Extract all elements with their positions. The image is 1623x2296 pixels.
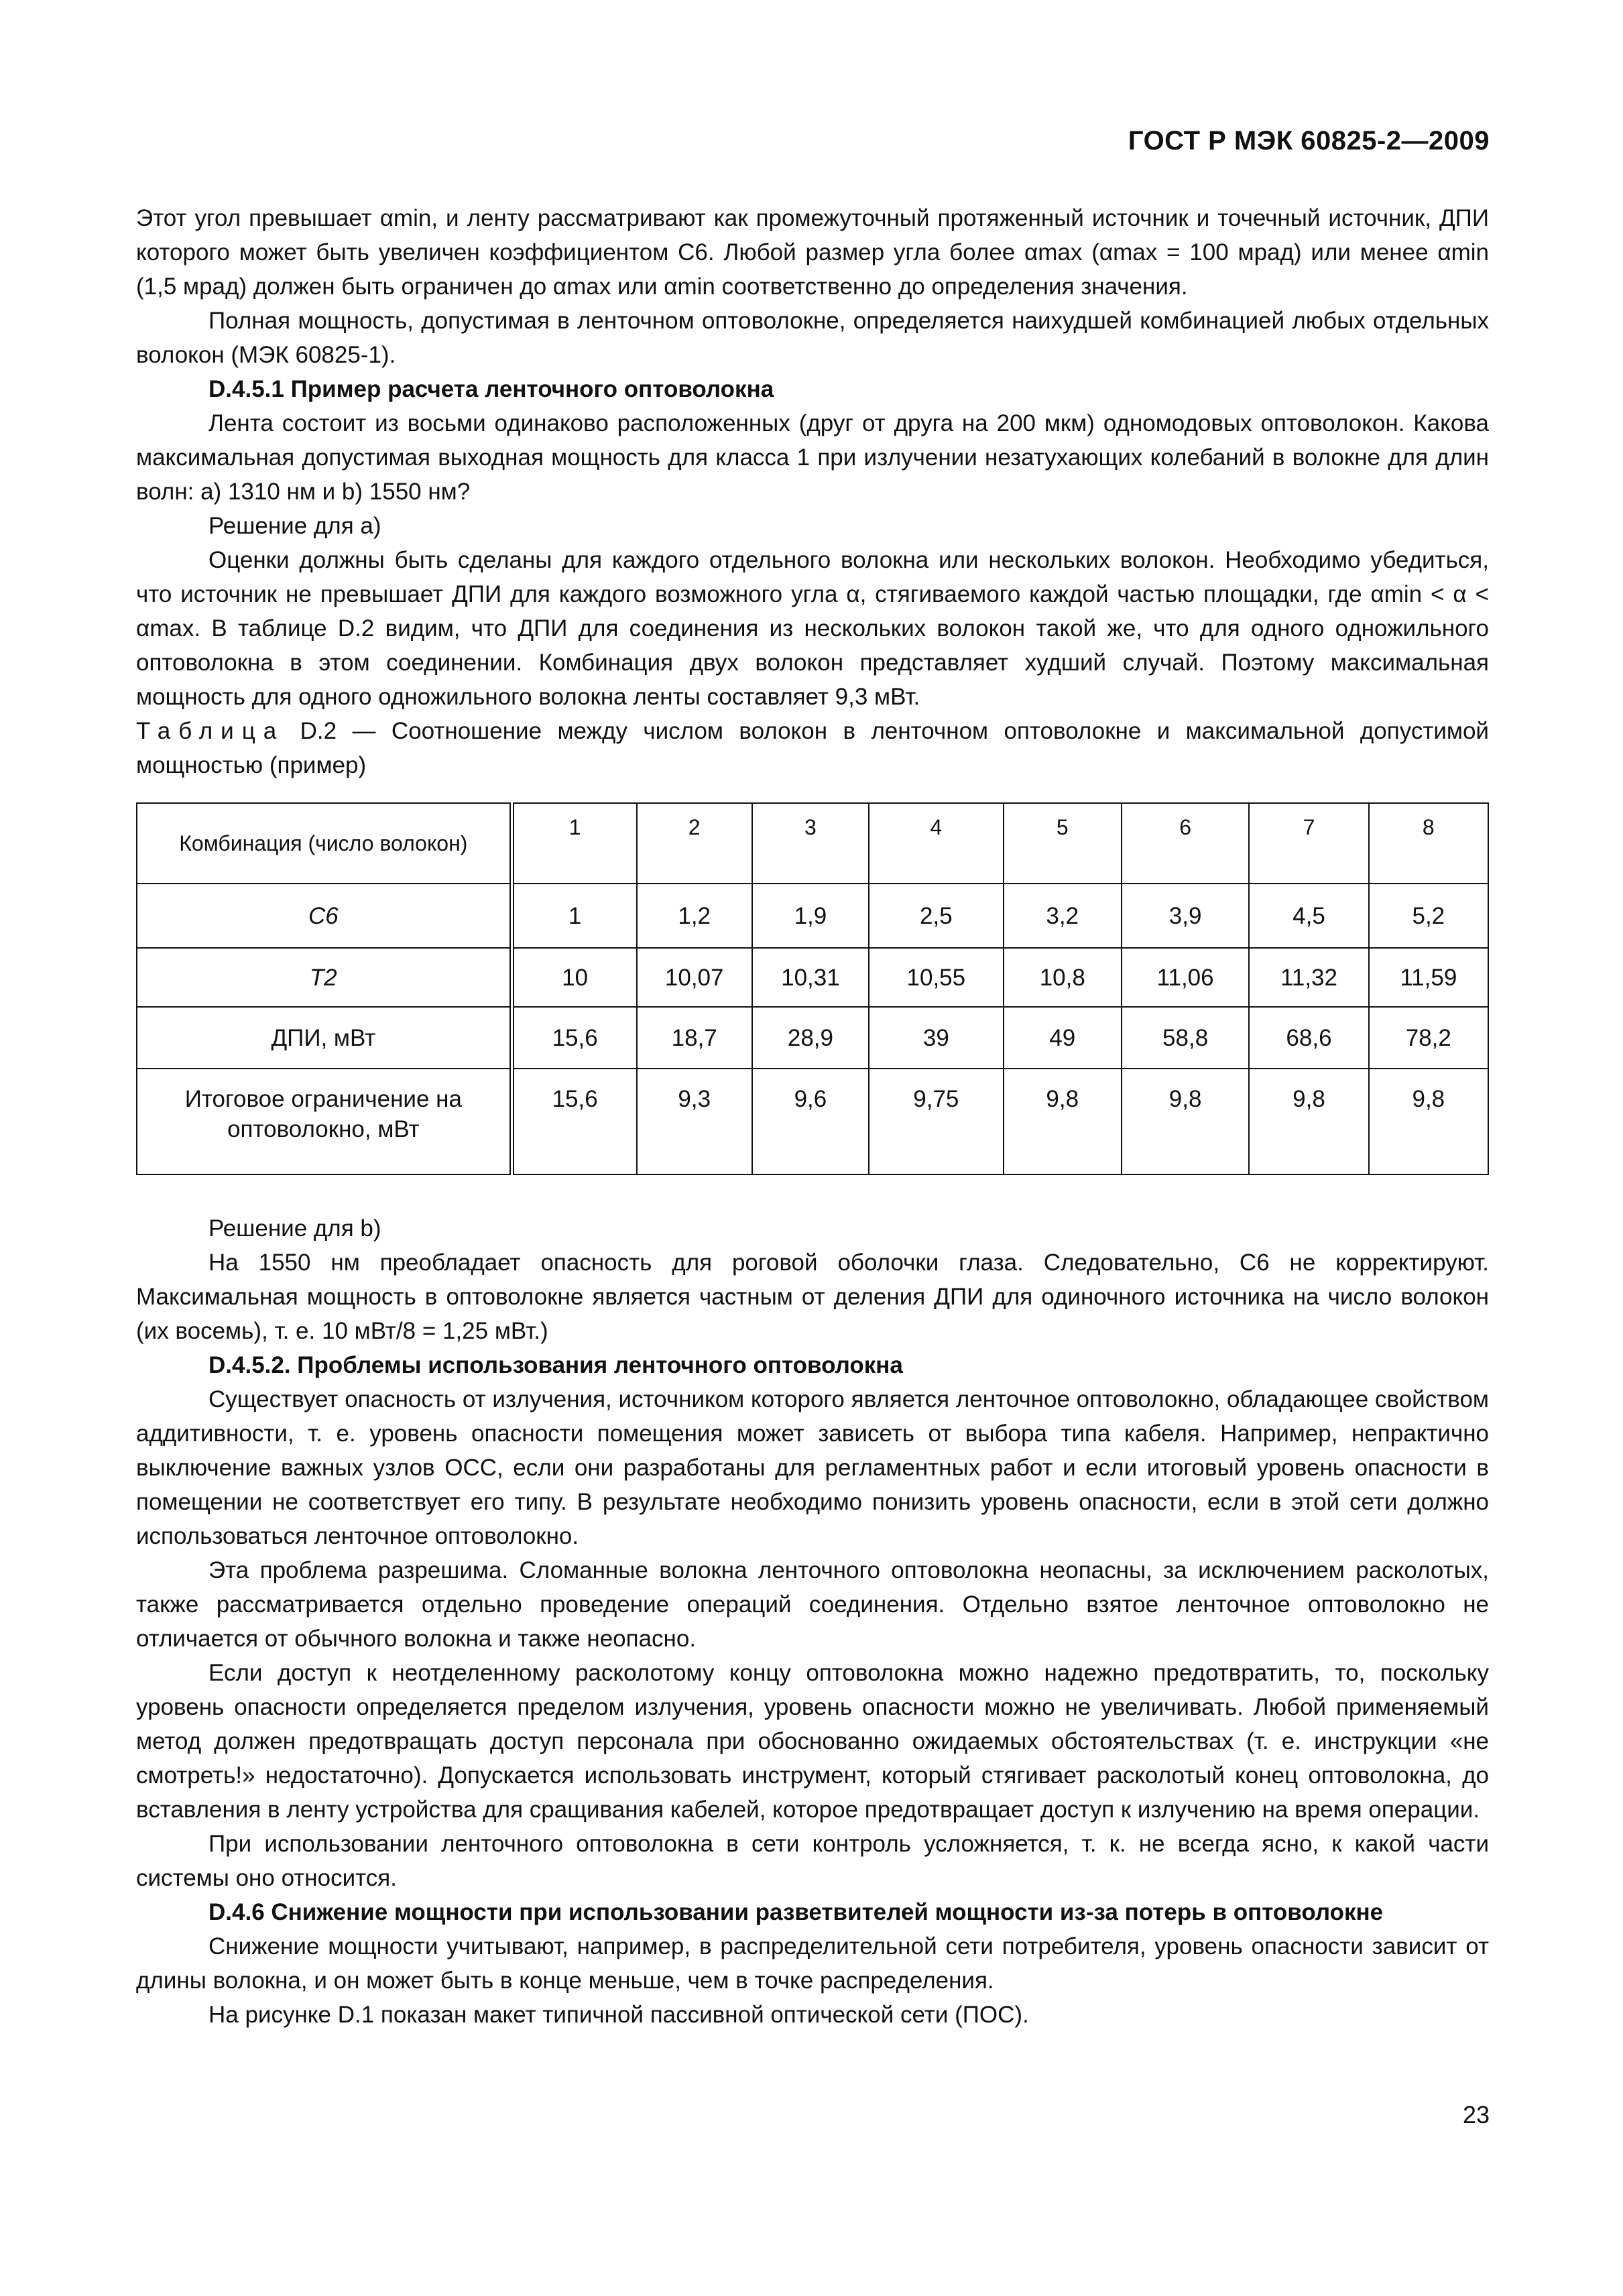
table-cell: 9,8 — [1369, 1069, 1488, 1174]
table-cell: 10 — [512, 948, 636, 1007]
table-cell: 3,2 — [1004, 884, 1122, 948]
paragraph-total-power: Полная мощность, допустимая в ленточном оптоволокне, определяется наихудшей комбинацией любых отдельных волокон (МЭК 60825-1). — [136, 308, 1489, 368]
table-cell: 11,06 — [1122, 948, 1249, 1007]
table-cell: 2 — [637, 803, 752, 884]
row-header-t2: T2 — [137, 948, 512, 1007]
table-caption-text: D.2 — Соотношение между числом волокон в ленточном оптоволокне и максимальной допустимой мощностью (пример) — [136, 718, 1489, 778]
table-cell: 9,8 — [1249, 1069, 1368, 1174]
table-cell: 7 — [1249, 803, 1368, 884]
table-cell: 10,8 — [1004, 948, 1122, 1007]
table-cell: 9,8 — [1122, 1069, 1249, 1174]
table-cell: 9,6 — [752, 1069, 869, 1174]
table-cell: 1 — [512, 803, 636, 884]
table-row-final-limit — [137, 1069, 1488, 1174]
table-cell: 9,8 — [1004, 1069, 1122, 1174]
paragraph-solution-b-label: Решение для b) — [208, 1215, 381, 1242]
table-cell: 5 — [1004, 803, 1122, 884]
table-cell: 4 — [869, 803, 1004, 884]
table-cell: 10,31 — [752, 948, 869, 1007]
table-cell: 68,6 — [1249, 1007, 1368, 1069]
table-cell: 3,9 — [1122, 884, 1249, 948]
table-cell: 15,6 — [512, 1007, 636, 1069]
table-cell: 28,9 — [752, 1007, 869, 1069]
table-cell: 78,2 — [1369, 1007, 1488, 1069]
table-cell: 58,8 — [1122, 1007, 1249, 1069]
paragraph-figure-reference: На рисунке D.1 показан макет типичной пассивной оптической сети (ПОС). — [208, 2002, 1029, 2028]
table-cell: 3 — [752, 803, 869, 884]
paragraph-solution-a-label: Решение для a) — [208, 513, 381, 539]
table-cell: 49 — [1004, 1007, 1122, 1069]
table-cell: 10,07 — [637, 948, 752, 1007]
table-cell: 9,3 — [637, 1069, 752, 1174]
table-row-c6 — [137, 884, 1488, 948]
document-body — [136, 201, 1489, 2032]
paragraph-ribbon-question: Лента состоит из восьми одинаково расположенных (друг от друга на 200 мкм) одномодовых оптоволокон. Какова максимальная допустимая выходная мощность для класса 1 при излучении незатухающих колебаний в волокне для длин волн: a) 1310 нм и b) 1550 нм? — [136, 410, 1489, 505]
table-caption — [136, 714, 1489, 782]
paragraph-access: Если доступ к неотделенному расколотому концу оптоволокна можно надежно предотвратить, то, поскольку уровень опасности определяется пределом излучения, уровень опасности можно не увеличивать. Любой применяемый метод должен предотвращать доступ персонала при обоснованно ожидаемых обстоятельствах (т. е. инструкции «не смотреть!» недостаточно). Допускается использовать инструмент, который стягивает расколотый конец оптоволокна, до вставления в ленту устройства для сращивания кабелей, которое предотвращает доступ к излучению на время операции. — [136, 1660, 1489, 1823]
table-cell: 11,59 — [1369, 948, 1488, 1007]
table-cell: 9,75 — [869, 1069, 1004, 1174]
paragraph-power-reduction: Снижение мощности учитывают, например, в распределительной сети потребителя, уровень опасности зависит от длины волокна, и он может быть в конце меньше, чем в точке распределения. — [136, 1933, 1489, 1994]
section-heading-d4-5-2: D.4.5.2. Проблемы использования ленточного оптоволокна — [208, 1352, 903, 1378]
paragraph-solvable: Эта проблема разрешима. Сломанные волокна ленточного оптоволокна неопасны, за исключением расколотых, также рассматривается отдельно проведение операций соединения. Отдельно взятое ленточное оптоволокно не отличается от обычного волокна и также неопасно. — [136, 1557, 1489, 1652]
table-cell: 1,2 — [637, 884, 752, 948]
table-cell: 18,7 — [637, 1007, 752, 1069]
table-cell: 8 — [1369, 803, 1488, 884]
table-cell: 11,32 — [1249, 948, 1368, 1007]
table-row-dpi — [137, 1007, 1488, 1069]
page-number: 23 — [1462, 2101, 1490, 2128]
paragraph-solution-b: На 1550 нм преобладает опасность для роговой оболочки глаза. Следовательно, C6 не корректируют. Максимальная мощность в оптоволокне является частным от деления ДПИ для одиночного источника на число волокон (их восемь), т. е. 10 мВт/8 = 1,25 мВт.) — [136, 1250, 1489, 1344]
table-cell: 2,5 — [869, 884, 1004, 948]
table-cell: 4,5 — [1249, 884, 1368, 948]
row-header-final-limit: Итоговое ограничение на оптоволокно, мВт — [137, 1069, 512, 1174]
section-heading-d4-6: D.4.6 Снижение мощности при использовании разветвителей мощности из-за потерь в оптоволокне — [208, 1899, 1384, 1925]
table-row-combination — [137, 803, 1488, 884]
table-cell: 1,9 — [752, 884, 869, 948]
data-table-d2 — [136, 802, 1489, 1175]
table-caption-label: Таблица — [136, 718, 285, 744]
paragraph-angle: Этот угол превышает αmin, и ленту рассматривают как промежуточный протяженный источник и точечный источник, ДПИ которого может быть увеличен коэффициентом C6. Любой размер угла более αmax (αmax = 100 мрад) или менее αmin (1,5 мрад) должен быть ограничен до αmax или αmin соответственно до определения значения. — [136, 205, 1489, 300]
table-cell: 5,2 — [1369, 884, 1488, 948]
standard-designation: ГОСТ Р МЭК 60825-2—2009 — [1128, 126, 1490, 156]
table-cell: 10,55 — [869, 948, 1004, 1007]
paragraph-control: При использовании ленточного оптоволокна в сети контроль усложняется, т. к. не всегда ясно, к какой части системы оно относится. — [136, 1831, 1489, 1891]
table-cell: 39 — [869, 1007, 1004, 1069]
paragraph-additivity: Существует опасность от излучения, источником которого является ленточное оптоволокно, обладающее свойством аддитивности, т. е. уровень опасности помещения может зависеть от выбора типа кабеля. Например, непрактично выключение важных узлов ОСС, если они разработаны для регламентных работ и если итоговый уровень опасности в помещении не соответствует его типу. В результате необходимо понизить уровень опасности, если в этой сети должно использоваться ленточное оптоволокно. — [136, 1386, 1489, 1549]
paragraph-solution-a: Оценки должны быть сделаны для каждого отдельного волокна или нескольких волокон. Необходимо убедиться, что источник не превышает ДПИ для каждого возможного угла α, стягиваемого каждой частью площадки, где αmin < α < αmax. В таблице D.2 видим, что ДПИ для соединения из нескольких волокон такой же, что для одного одножильного оптоволокна в этом соединении. Комбинация двух волокон представляет худший случай. Поэтому максимальная мощность для одного одножильного волокна ленты составляет 9,3 мВт. — [136, 547, 1489, 710]
row-header-combination: Комбинация (число волокон) — [137, 803, 512, 884]
row-header-dpi: ДПИ, мВт — [137, 1007, 512, 1069]
table-cell: 15,6 — [512, 1069, 636, 1174]
table-row-t2 — [137, 948, 1488, 1007]
table-cell: 1 — [512, 884, 636, 948]
section-heading-d4-5-1: D.4.5.1 Пример расчета ленточного оптоволокна — [208, 376, 774, 402]
table-cell: 6 — [1122, 803, 1249, 884]
row-header-c6: C6 — [137, 884, 512, 948]
